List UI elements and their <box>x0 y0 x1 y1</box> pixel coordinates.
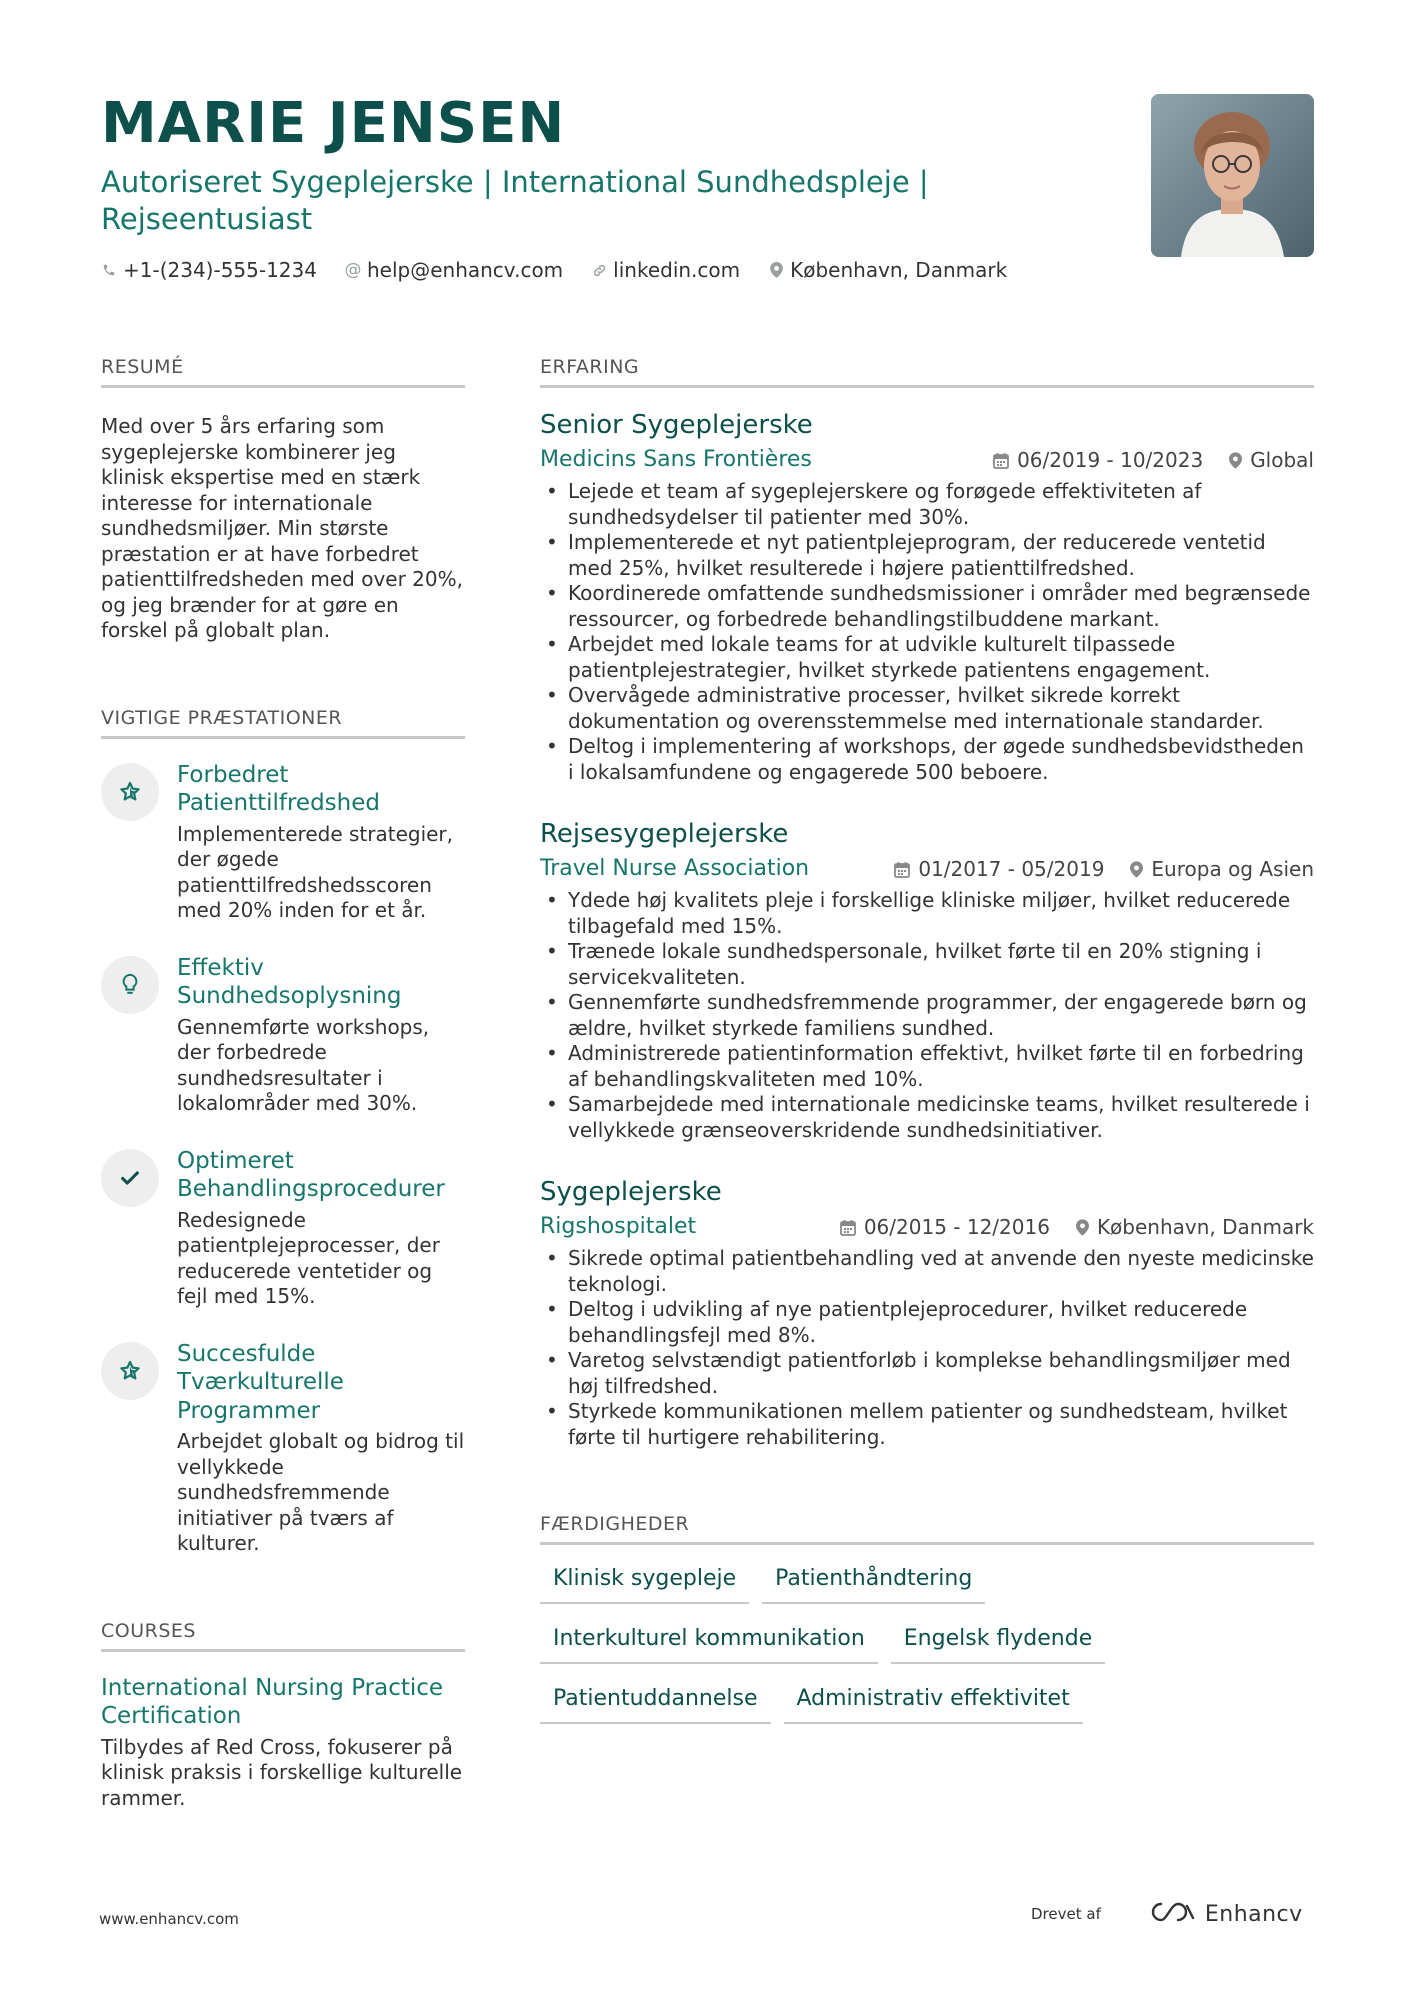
achievements-heading: VIGTIGE PRÆSTATIONER <box>101 706 465 739</box>
link-icon <box>591 260 607 280</box>
lightbulb-icon <box>101 956 159 1014</box>
skill-tag: Patientuddannelse <box>540 1677 771 1724</box>
star-icon <box>101 1342 159 1400</box>
contact-linkedin[interactable] <box>591 258 740 282</box>
job-bullets <box>540 1246 1314 1450</box>
course-title: International Nursing Practice Certification <box>101 1674 444 1729</box>
check-icon <box>101 1149 159 1207</box>
skill-tag: Administrativ effektivitet <box>784 1677 1083 1724</box>
enhancv-logo-icon <box>1149 1900 1195 1928</box>
profile-photo <box>1151 94 1314 257</box>
achievement-title: Optimeret Behandlingsprocedurer <box>177 1147 445 1202</box>
footer-url[interactable]: www.enhancv.com <box>99 1910 239 1928</box>
list-item: • Administrerede patientinformation effektivt, hvilket førte til en forbedring af behandlingskvaliteten med 10%. <box>540 1041 1314 1092</box>
at-icon: @ <box>344 260 362 280</box>
job-company: Travel Nurse Association <box>540 856 810 881</box>
job-bullets <box>540 479 1314 785</box>
contact-phone-text: +1-(234)-555-1234 <box>123 258 317 282</box>
candidate-name: MARIE JENSEN <box>101 91 566 156</box>
contact-phone[interactable] <box>101 258 317 282</box>
contact-bar <box>101 258 1101 282</box>
achievement-title: Succesfulde Tværkulturelle Programmer <box>177 1340 344 1424</box>
job-bullets <box>540 888 1314 1143</box>
contact-email[interactable] <box>345 258 563 282</box>
list-item: • Ydede høj kvalitets pleje i forskellige kliniske miljøer, hvilket reducerede tilbagefald med 15%. <box>540 888 1314 939</box>
job-dates: 01/2017 - 05/2019 <box>894 857 1104 881</box>
achievement-desc: Gennemførte workshops, der forbedrede sundhedsresultater i lokalområder med 30%. <box>177 1014 430 1115</box>
job-entry <box>540 408 1314 785</box>
location-icon <box>1130 861 1143 878</box>
phone-icon <box>101 260 117 280</box>
contact-location-text: København, Danmark <box>790 258 1008 282</box>
job-title: Rejsesygeplejerske <box>540 819 789 849</box>
job-title: Sygeplejerske <box>540 1177 722 1207</box>
calendar-icon <box>840 1219 856 1236</box>
right-column <box>540 355 1314 1737</box>
footer-brand[interactable] <box>1031 1900 1303 1928</box>
list-item: • Deltog i udvikling af nye patientplejeprocedurer, hvilket reducerede behandlingsfejl med 8%. <box>540 1297 1314 1348</box>
job-entry <box>540 817 1314 1143</box>
job-entry <box>540 1175 1314 1450</box>
job-dates: 06/2019 - 10/2023 <box>993 448 1203 472</box>
list-item: • Implementerede et nyt patientplejeprogram, der reducerede ventetid med 25%, hvilket resulterede i højere patienttilfredshed. <box>540 530 1314 581</box>
achievement-desc: Implementerede strategier, der øgede patienttilfredshedsscoren med 20% inden for et år. <box>177 821 454 922</box>
list-item: • Overvågede administrative processer, hvilket sikrede korrekt dokumentation og overensstemmelse med internationale standarder. <box>540 683 1314 734</box>
summary-heading: RESUMÉ <box>101 355 465 388</box>
skill-tag: Engelsk flydende <box>891 1617 1105 1664</box>
job-dates: 06/2015 - 12/2016 <box>840 1215 1050 1239</box>
achievement-item <box>101 1340 465 1557</box>
job-location: Global <box>1229 448 1314 472</box>
list-item: • Varetog selvstændigt patientforløb i komplekse behandlingsmiljøer med høj tilfredshed. <box>540 1348 1314 1399</box>
course-desc: Tilbydes af Red Cross, fokuserer på klinisk praksis i forskellige kulturelle rammer. <box>101 1734 463 1810</box>
list-item: • Sikrede optimal patientbehandling ved at anvende den nyeste medicinske teknologi. <box>540 1246 1314 1297</box>
enhancv-logo-text: Enhancv <box>1204 1901 1303 1927</box>
calendar-icon <box>993 452 1009 469</box>
achievement-title: Effektiv Sundhedsoplysning <box>177 954 402 1009</box>
location-icon <box>1229 452 1242 469</box>
skills-list <box>540 1557 1314 1737</box>
list-item: • Koordinerede omfattende sundhedsmissioner i områder med begrænsede ressourcer, og forbedrede behandlingstilbuddene markant. <box>540 581 1314 632</box>
job-location: Europa og Asien <box>1130 857 1314 881</box>
contact-email-text: help@enhancv.com <box>366 258 564 282</box>
achievement-item <box>101 954 465 1117</box>
achievement-item <box>101 1147 465 1310</box>
job-company: Medicins Sans Frontières <box>540 447 812 472</box>
skill-tag: Klinisk sygepleje <box>540 1557 749 1604</box>
experience-heading: ERFARING <box>540 355 1314 388</box>
achievement-item <box>101 761 465 924</box>
contact-location <box>768 258 1007 282</box>
skills-heading: FÆRDIGHEDER <box>540 1512 1314 1545</box>
job-location: København, Danmark <box>1076 1215 1314 1239</box>
powered-by-label: Drevet af <box>1031 1905 1101 1923</box>
list-item: • Trænede lokale sundhedspersonale, hvilket førte til en 20% stigning i servicekvaliteten. <box>540 939 1314 990</box>
achievement-desc: Arbejdet globalt og bidrog til vellykkede sundhedsfremmende initiativer på tværs af kulturer. <box>177 1429 465 1555</box>
resume-header <box>101 92 1101 282</box>
skill-tag: Patienthåndtering <box>762 1557 985 1604</box>
list-item: • Gennemførte sundhedsfremmende programmer, der engagerede børn og ældre, hvilket styrkede familiens sundhed. <box>540 990 1314 1041</box>
skill-tag: Interkulturel kommunikation <box>540 1617 878 1664</box>
location-icon <box>768 260 784 280</box>
summary-text: Med over 5 års erfaring som sygeplejerske kombinerer jeg klinisk ekspertise med en stærk interesse for internationale sundhedsmiljøer. Min største præstation er at have forbedret patienttilfredsheden med over 20%, og jeg brænder for at gøre en forskel på globalt plan. <box>101 414 463 642</box>
left-column <box>101 355 465 1811</box>
achievement-title: Forbedret Patienttilfredshed <box>177 761 380 816</box>
courses-heading: COURSES <box>101 1619 465 1652</box>
location-icon <box>1076 1219 1089 1236</box>
job-company: Rigshospitalet <box>540 1214 697 1239</box>
achievement-desc: Redesignede patientplejeprocesser, der reducerede ventetider og fejl med 15%. <box>177 1207 440 1308</box>
list-item: • Deltog i implementering af workshops, der øgede sundhedsbevidstheden i lokalsamfundene og engagerede 500 beboere. <box>540 734 1314 785</box>
candidate-tagline: Autoriseret Sygeplejerske | International Sundhedspleje | Rejseentusiast <box>101 165 929 236</box>
list-item: • Lejede et team af sygeplejerskere og forøgede effektiviteten af sundhedsydelser til patienter med 30%. <box>540 479 1314 530</box>
job-title: Senior Sygeplejerske <box>540 410 813 440</box>
star-icon <box>101 763 159 821</box>
list-item: • Styrkede kommunikationen mellem patienter og sundhedsteam, hvilket førte til hurtigere rehabilitering. <box>540 1399 1314 1450</box>
list-item: • Arbejdet med lokale teams for at udvikle kulturelt tilpassede patientplejestrategier, hvilket styrkede patientens engagement. <box>540 632 1314 683</box>
calendar-icon <box>894 861 910 878</box>
list-item: • Samarbejdede med internationale medicinske teams, hvilket resulterede i vellykkede grænseoverskridende sundhedsinitiativer. <box>540 1092 1314 1143</box>
contact-linkedin-text: linkedin.com <box>613 258 741 282</box>
